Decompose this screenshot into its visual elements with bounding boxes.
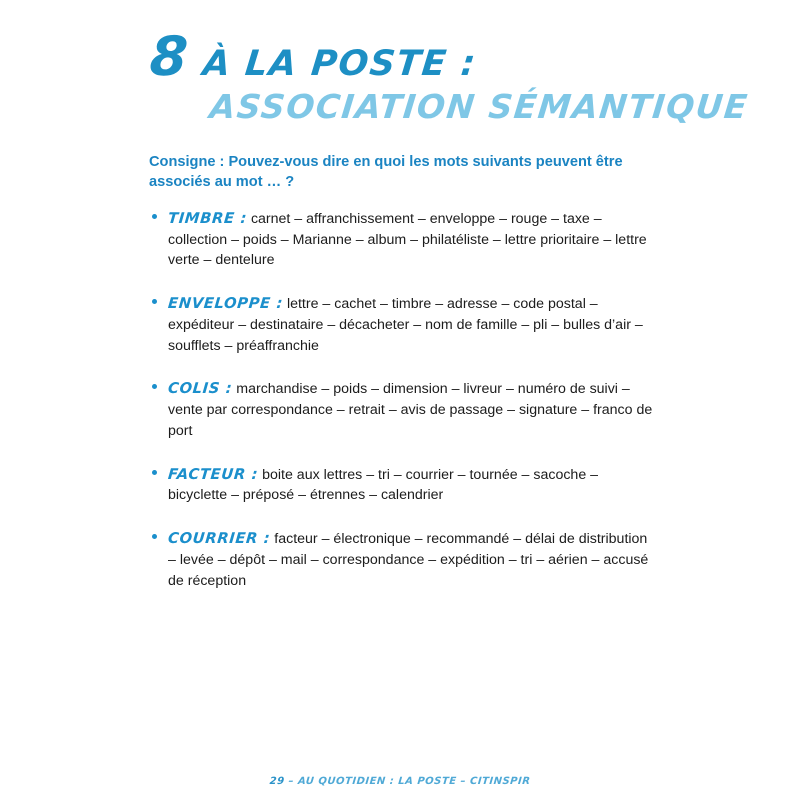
instruction-text: Consigne : Pouvez-vous dire en quoi les mots suivants peuvent être associés au mot … ?: [149, 154, 623, 191]
word-group-label: COLIS :: [167, 380, 234, 398]
bullet-icon: [152, 384, 157, 389]
chapter-number: 8: [147, 25, 189, 88]
page-title: À LA POSTE :: [200, 44, 479, 84]
footer-page-number: 29: [269, 776, 285, 787]
word-group-values: facteur – électronique – recommandé – délai de distribution – levée – dépôt – mail – correspondance – expédition – tri – aérien – accusé de réception: [168, 531, 649, 589]
word-group-values: marchandise – poids – dimension – livreur – numéro de suivi – vente par correspondance – retrait – avis de passage – signature – franco de port: [168, 381, 653, 439]
word-group-label: COURRIER :: [167, 530, 272, 548]
page-footer: [0, 776, 800, 787]
list-item: [149, 528, 659, 591]
page-header: [147, 25, 751, 126]
word-group-values: carnet – affranchissement – enveloppe – rouge – taxe – collection – poids – Marianne – album – philatéliste – lettre prioritaire – lettre verte – dentelure: [168, 211, 647, 269]
bullet-icon: [152, 470, 157, 475]
list-item: [149, 208, 659, 271]
word-group-label: TIMBRE :: [167, 210, 248, 227]
list-item: [149, 378, 659, 441]
bullet-icon: [152, 534, 157, 539]
bullet-icon: [152, 214, 157, 219]
word-group-values: lettre – cachet – timbre – adresse – code postal – expéditeur – destinataire – décacheter – nom de famille – pli – bulles d’air – soufflets – préaffranchie: [168, 296, 643, 354]
footer-text: – AU QUOTIDIEN : LA POSTE – CITINSPIR: [288, 776, 531, 787]
bullet-icon: [152, 299, 157, 304]
page-subtitle: ASSOCIATION SÉMANTIQUE: [207, 87, 751, 126]
header-title-row: [147, 25, 750, 88]
word-group-label: ENVELOPPE :: [167, 295, 284, 313]
word-group-values: boite aux lettres – tri – courrier – tournée – sacoche – bicyclette – préposé – étrennes – calendrier: [168, 466, 599, 504]
word-group-label: FACTEUR :: [167, 465, 259, 483]
word-association-list: [149, 208, 659, 591]
list-item: [149, 293, 659, 356]
list-item: [149, 464, 659, 506]
